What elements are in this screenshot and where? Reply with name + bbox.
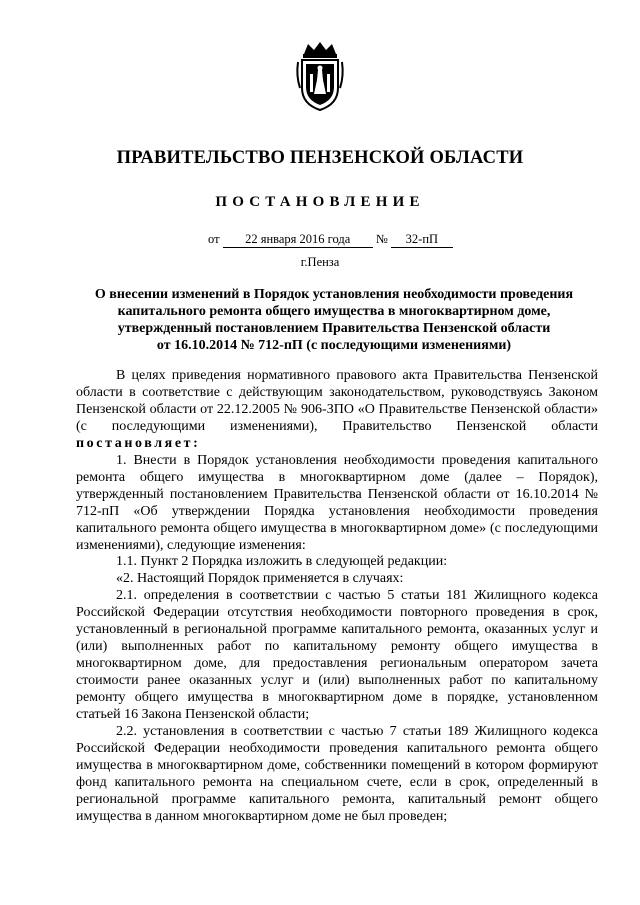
document-subject bbox=[70, 286, 598, 354]
paragraph-2: «2. Настоящий Порядок применяется в случаях: bbox=[116, 571, 404, 587]
coat-of-arms-icon bbox=[294, 40, 346, 112]
intro-text: В целях приведения нормативного правового акта Правительства Пензенской области в соответствие с действующим законодательством, руководствуясь Законом Пензенской области от 22.12.2005 № 906-ЗПО «О Правительстве Пензенской области» (с последующими изменениями), Правительство Пензенской области bbox=[76, 368, 598, 434]
date-number-line bbox=[208, 232, 453, 248]
subject-line: утвержденный постановлением Правительства Пензенской области bbox=[117, 321, 551, 336]
document-type: ПОСТАНОВЛЕНИЕ bbox=[215, 194, 425, 210]
paragraph-2-2: 2.2. установления в соответствии с частью 7 статьи 189 Жилищного кодекса Российской Федерации необходимости проведения капитального ремонта общего имущества в многоквартирном доме, собственники помещений в котором формируют фонд капитального ремонта на специальном счете, если в срок, определенный в региональной программе капитального ремонта, капитальный ремонт общего имущества в данном многоквартирном доме не был проведен; bbox=[76, 724, 598, 824]
subject-line: капитального ремонта общего имущества в многоквартирном доме, bbox=[117, 304, 551, 319]
intro-paragraph bbox=[76, 368, 598, 453]
document-date: 22 января 2016 года bbox=[223, 232, 373, 248]
government-title: ПРАВИТЕЛЬСТВО ПЕНЗЕНСКОЙ ОБЛАСТИ bbox=[116, 148, 524, 168]
number-prefix: № bbox=[375, 232, 388, 246]
document-number: 32-пП bbox=[391, 232, 453, 248]
subject-line: от 16.10.2014 № 712-пП (с последующими изменениями) bbox=[156, 338, 512, 353]
city: г.Пенза bbox=[300, 255, 340, 269]
paragraph-1: 1. Внести в Порядок установления необходимости проведения капитального ремонта общего имущества в многоквартирном доме (далее – Порядок), утвержденный постановлением Правительства Пензенской области от 16.10.2014 № 712-пП «Об утверждении Порядка установления необходимости проведения капитального ремонта общего имущества в многоквартирном доме» (с последующими изменениями), следующие изменения: bbox=[76, 452, 598, 553]
paragraph-1-1: 1.1. Пункт 2 Порядка изложить в следующей редакции: bbox=[116, 554, 448, 570]
document-body bbox=[76, 368, 598, 826]
resolves-word: постановляет: bbox=[76, 435, 201, 451]
subject-line: О внесении изменений в Порядок установления необходимости проведения bbox=[94, 287, 574, 302]
paragraph-2-1: 2.1. определения в соответствии с частью 5 статьи 181 Жилищного кодекса Российской Федерации отсутствия необходимости повторного проведения в срок, установленный в региональной программе капитального ремонта, оказанных услуг и (или) выполненных работ по капитальному ремонту общего имущества в многоквартирном доме, для предоставления региональным оператором зачета стоимости ранее оказанных услуг и (или) выполненных работ по капитальному ремонту общего имущества в многоквартирном доме в порядке, установленном статьей 16 Закона Пензенской области; bbox=[76, 588, 598, 723]
date-prefix: от bbox=[208, 232, 220, 246]
